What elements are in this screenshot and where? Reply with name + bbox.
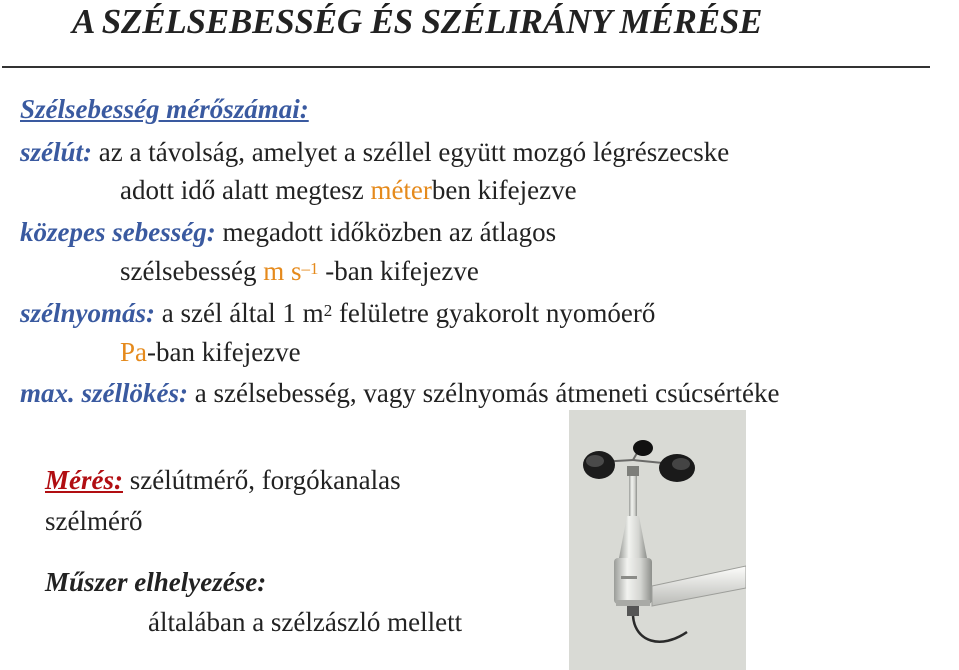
anemometer-icon (569, 410, 746, 670)
meres-text1: szélútmérő, forgókanalas (129, 465, 401, 495)
def-szellokes-text1: a szélsebesség, vagy szélnyomás átmeneti csúcsértéke (194, 378, 780, 408)
page-title: A SZÉLSEBESSÉG ÉS SZÉLIRÁNY MÉRÉSE (72, 2, 763, 41)
def-szelut-unit: méter (370, 175, 432, 205)
muszer-text: általában a szélzászló mellett (148, 607, 463, 637)
def-kozepes-line1 (20, 216, 556, 248)
def-szellokes-term: max. széllökés: (20, 378, 188, 408)
meres-line1 (45, 464, 401, 496)
def-szelut-line2 (120, 174, 577, 206)
def-szelnyomas-text2b: -ban kifejezve (147, 337, 301, 367)
def-szelut-text2b: ben kifejezve (431, 175, 577, 205)
def-kozepes-unit: m s (263, 256, 302, 286)
muszer-text-line (148, 606, 462, 638)
meres-line2 (45, 505, 142, 537)
def-kozepes-term: közepes sebesség: (20, 217, 216, 247)
def-szelnyomas-text1b: felületre gyakorolt nyomóerő (332, 298, 656, 328)
def-kozepes-text2b: -ban kifejezve (318, 256, 479, 286)
def-kozepes-line2 (120, 255, 479, 287)
def-szelnyomas-exponent: 2 (323, 301, 333, 320)
def-szellokes-line1 (20, 377, 780, 409)
meres-text2: szélmérő (45, 506, 143, 536)
def-kozepes-text1: megadott időközben az átlagos (222, 217, 557, 247)
def-szelut-text2a: adott idő alatt megtesz (120, 175, 371, 205)
def-szelnyomas-unit: Pa (120, 337, 147, 367)
section-heading-text: Szélsebesség mérőszámai: (20, 94, 309, 124)
def-szelut-term: szélút: (20, 137, 93, 167)
def-szelnyomas-line2 (120, 336, 301, 368)
def-szelnyomas-term: szélnyomás: (20, 298, 155, 328)
def-kozepes-text2a: szélsebesség (120, 256, 264, 286)
def-szelut-line1 (20, 136, 729, 168)
meres-heading: Mérés: (45, 465, 123, 495)
section-heading (20, 93, 309, 125)
muszer-heading-line (45, 566, 266, 598)
title-divider (2, 66, 930, 68)
def-szelut-text1: az a távolság, amelyet a széllel együtt mozgó légrészecske (98, 137, 730, 167)
def-szelnyomas-text1a: a szél által 1 m (161, 298, 324, 328)
def-szelnyomas-line1 (20, 297, 655, 329)
muszer-heading: Műszer elhelyezése: (45, 567, 267, 597)
anemometer-photo (569, 410, 746, 670)
def-kozepes-exponent: –1 (301, 259, 319, 278)
